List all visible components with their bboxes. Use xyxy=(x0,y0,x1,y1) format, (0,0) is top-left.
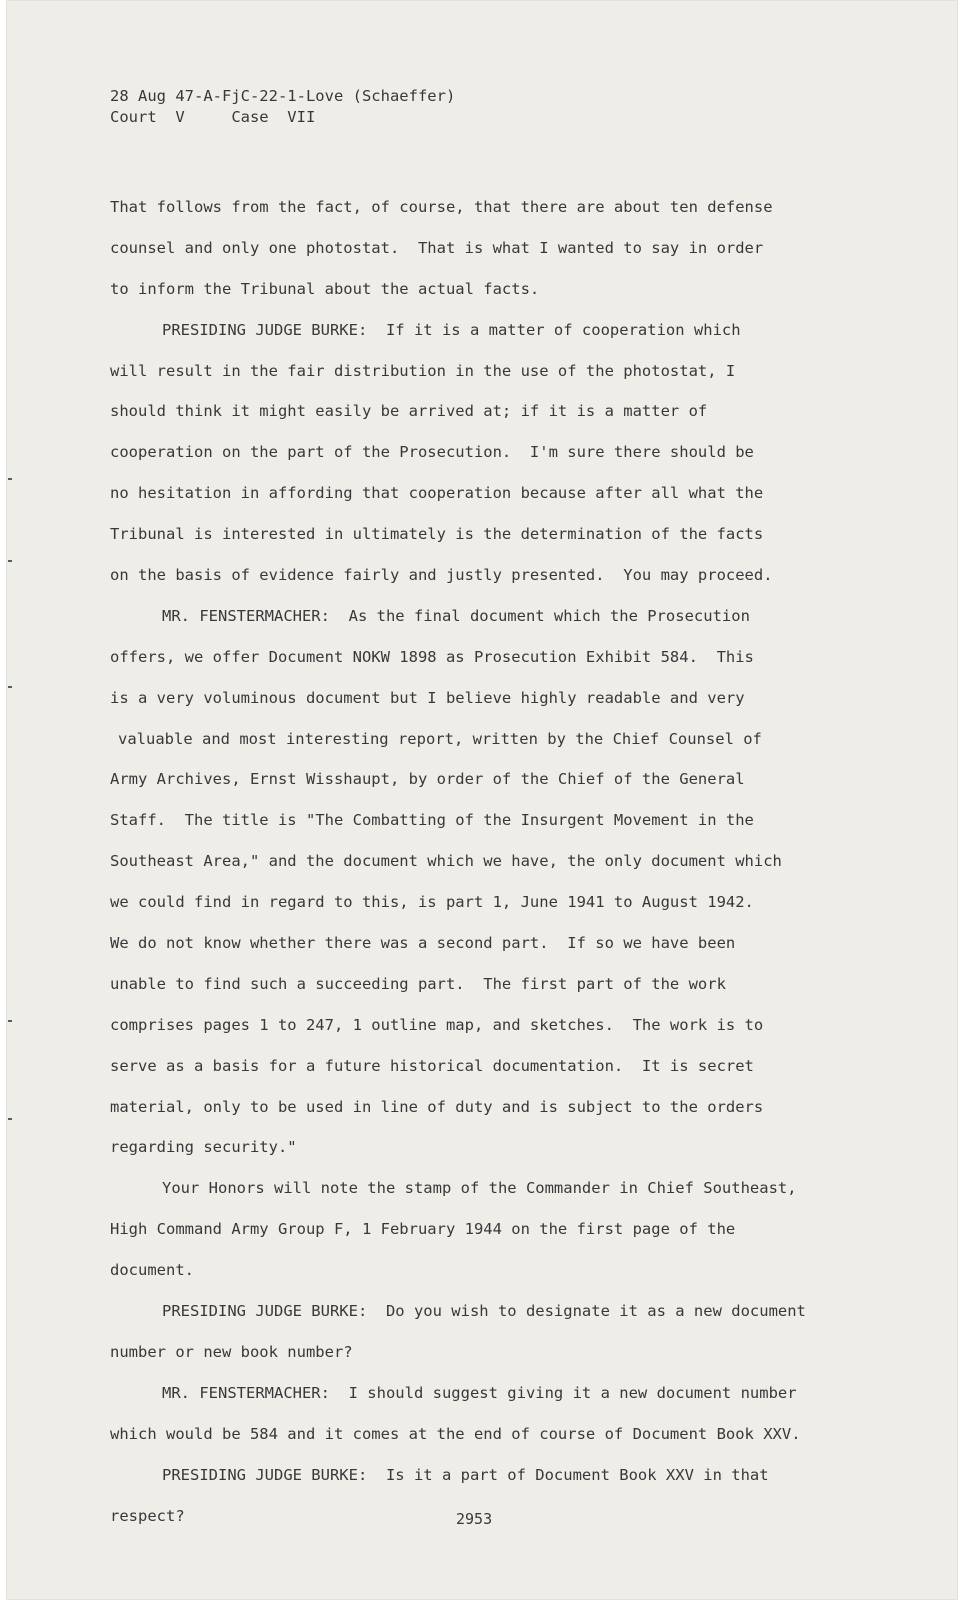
text-line: counsel and only one photostat. That is what I wanted to say in order xyxy=(110,238,764,257)
text-line: comprises pages 1 to 247, 1 outline map, and sketches. The work is to xyxy=(110,1015,764,1034)
document-page xyxy=(6,0,958,1600)
text-line: number or new book number? xyxy=(110,1342,353,1361)
text-line: We do not know whether there was a second part. If so we have been xyxy=(110,934,736,953)
margin-speck xyxy=(8,1118,12,1120)
text-line: valuable and most interesting report, written by the Chief Counsel of xyxy=(118,729,762,748)
text-line: cooperation on the part of the Prosecution. I'm sure there should be xyxy=(110,443,754,462)
text-line: should think it might easily be arrived at; if it is a matter of xyxy=(110,402,708,421)
transcript-body xyxy=(110,187,870,1536)
text-line: no hesitation in affording that cooperation because after all what the xyxy=(110,484,764,503)
text-line: we could find in regard to this, is part 1, June 1941 to August 1942. xyxy=(110,893,754,912)
text-line: to inform the Tribunal about the actual facts. xyxy=(110,279,540,298)
text-line: on the basis of evidence fairly and justly presented. You may proceed. xyxy=(110,566,773,585)
text-line: PRESIDING JUDGE BURKE: Do you wish to designate it as a new document xyxy=(162,1302,806,1321)
margin-speck xyxy=(8,478,12,480)
text-line: regarding security." xyxy=(110,1138,297,1157)
text-line: respect? xyxy=(110,1506,185,1525)
margin-speck xyxy=(8,560,12,562)
text-line: High Command Army Group F, 1 February 1944 on the first page of the xyxy=(110,1220,736,1239)
document-header xyxy=(110,86,455,128)
header-reference-line: 28 Aug 47-A-FjC-22-1-Love (Schaeffer) xyxy=(110,87,456,105)
text-line: Staff. The title is "The Combatting of the Insurgent Movement in the xyxy=(110,811,754,830)
text-line: material, only to be used in line of duty and is subject to the orders xyxy=(110,1097,764,1116)
text-line: serve as a basis for a future historical documentation. It is secret xyxy=(110,1056,754,1075)
text-line: MR. FENSTERMACHER: I should suggest giving it a new document number xyxy=(162,1383,797,1402)
text-line: is a very voluminous document but I believe highly readable and very xyxy=(110,688,745,707)
text-line: which would be 584 and it comes at the end of course of Document Book XXV. xyxy=(110,1424,801,1443)
text-line: Army Archives, Ernst Wisshaupt, by order of the Chief of the General xyxy=(110,770,745,789)
text-line: offers, we offer Document NOKW 1898 as Prosecution Exhibit 584. This xyxy=(110,647,754,666)
margin-speck xyxy=(8,686,12,688)
text-line: unable to find such a succeeding part. The first part of the work xyxy=(110,974,726,993)
text-line: Southeast Area," and the document which we have, the only document which xyxy=(110,852,782,871)
text-line: Your Honors will note the stamp of the Commander in Chief Southeast, xyxy=(162,1179,797,1198)
text-line: document. xyxy=(110,1261,194,1280)
page-number: 2953 xyxy=(456,1510,493,1528)
margin-speck xyxy=(8,1020,12,1022)
header-court-case-line: Court V Case VII xyxy=(110,108,316,126)
text-line: MR. FENSTERMACHER: As the final document which the Prosecution xyxy=(162,606,750,625)
text-line: PRESIDING JUDGE BURKE: Is it a part of Document Book XXV in that xyxy=(162,1465,769,1484)
text-line: PRESIDING JUDGE BURKE: If it is a matter of cooperation which xyxy=(162,320,741,339)
text-line: Tribunal is interested in ultimately is the determination of the facts xyxy=(110,525,764,544)
text-line: will result in the fair distribution in the use of the photostat, I xyxy=(110,361,736,380)
text-line: That follows from the fact, of course, that there are about ten defense xyxy=(110,198,773,216)
